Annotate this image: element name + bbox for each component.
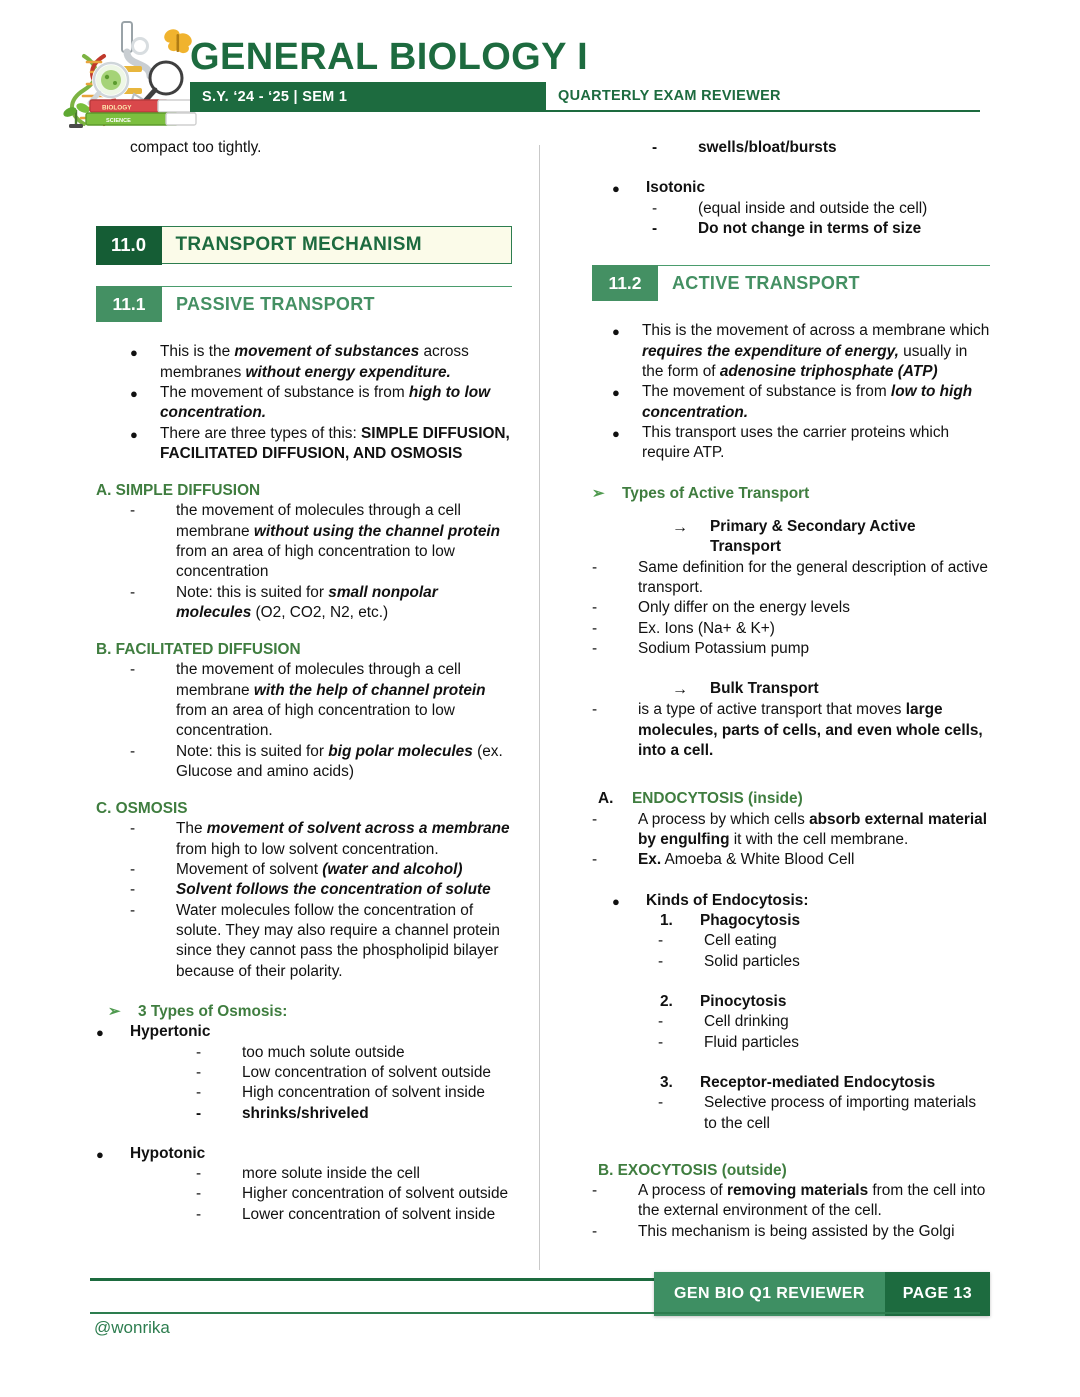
exocytosis-items <box>592 1181 990 1242</box>
document-type-label: QUARTERLY EXAM REVIEWER <box>546 82 980 112</box>
subsection-a-heading: A. SIMPLE DIFFUSION <box>96 482 261 500</box>
isotonic-sub-items <box>592 199 990 240</box>
list-item <box>96 501 512 582</box>
list-item <box>592 382 990 423</box>
bullet-dot-icon: ● <box>612 425 620 441</box>
list-number: 1. <box>660 911 673 929</box>
bullet-dot-icon: ● <box>130 345 138 361</box>
list-item-text: Solvent follows the concentration of solute <box>176 881 491 899</box>
list-item-text: Cell eating <box>704 932 777 950</box>
primary-secondary-label: Primary & Secondary Active Transport <box>710 517 916 556</box>
bullet-dot-icon: ● <box>130 426 138 442</box>
osmosis-types-label: 3 Types of Osmosis: <box>138 1002 288 1020</box>
primary-secondary-items <box>592 558 990 660</box>
hypotonic-sub-items <box>96 1164 512 1225</box>
passive-transport-bullets <box>96 342 512 464</box>
list-item <box>96 819 512 860</box>
subsection-number: 11.1 <box>96 286 162 323</box>
list-item-text: Selective process of importing materials to the cell <box>704 1094 977 1132</box>
author-handle: @wonrika <box>94 1318 170 1337</box>
dash-marker-icon: - <box>130 881 136 899</box>
kind-name: Receptor-mediated Endocytosis <box>700 1073 936 1091</box>
school-year-badge: S.Y. ‘24 - ‘25 | SEM 1 <box>190 82 546 112</box>
list-item-text: The movement of substance is from high to low concentration. <box>160 383 491 422</box>
endocytosis-label: ENDOCYTOSIS (inside) <box>632 790 803 808</box>
dash-marker-icon: - <box>130 742 136 760</box>
dash-marker-icon: - <box>592 619 598 637</box>
list-item-text: Do not change in terms of size <box>698 219 922 237</box>
kinds-label: Kinds of Endocytosis: <box>646 891 809 909</box>
dash-marker-icon: - <box>196 1165 202 1183</box>
list-item <box>592 1093 990 1134</box>
dash-marker-icon: - <box>196 1063 202 1081</box>
dash-marker-icon: - <box>658 1033 664 1051</box>
bullet-dot-icon: ● <box>612 893 620 909</box>
subsection-title: ACTIVE TRANSPORT <box>672 273 860 294</box>
numbered-item <box>592 992 990 1012</box>
list-item-text: A process by which cells absorb external material by engulfing it with the cell membrane. <box>638 810 988 848</box>
footer-page-number: PAGE 13 <box>885 1272 990 1316</box>
list-item <box>592 639 990 659</box>
hypotonic-item <box>96 1144 512 1164</box>
footer-rule <box>90 1278 690 1281</box>
list-item <box>592 1222 990 1242</box>
chevron-arrow-icon: ➢ <box>592 484 605 502</box>
bullet-dot-icon: ● <box>612 324 620 340</box>
list-item <box>96 424 512 465</box>
osmosis-types-heading <box>96 1002 512 1022</box>
list-item-text: This is the movement of across a membrane which requires the expenditure of energy, usually in the form of adenosine triphosphate (ATP) <box>642 322 990 380</box>
list-item <box>96 860 512 880</box>
list-item <box>96 583 512 624</box>
list-item <box>592 700 990 761</box>
list-item <box>592 810 990 851</box>
list-number: 2. <box>660 992 673 1010</box>
left-column <box>0 132 540 1262</box>
kind-name: Pinocytosis <box>700 992 787 1010</box>
list-item <box>592 423 990 464</box>
list-item <box>592 619 990 639</box>
dash-marker-icon: - <box>652 219 658 237</box>
bullet-dot-icon: ● <box>96 1025 104 1041</box>
list-item <box>592 199 990 219</box>
list-item-text: Solid particles <box>704 952 800 970</box>
kind-name: Phagocytosis <box>700 911 801 929</box>
numbered-item <box>592 911 990 931</box>
hypertonic-item <box>96 1022 512 1042</box>
subsection-title: PASSIVE TRANSPORT <box>176 294 375 315</box>
list-item-text: Movement of solvent (water and alcohol) <box>176 860 463 878</box>
dash-marker-icon: - <box>592 1181 598 1199</box>
list-item <box>592 952 990 972</box>
dash-marker-icon: - <box>592 639 598 657</box>
list-item-text: Lower concentration of solvent inside <box>242 1205 496 1223</box>
isotonic-label: Isotonic <box>646 179 705 197</box>
simple-diffusion-items <box>96 501 512 623</box>
list-item-text: High concentration of solvent inside <box>242 1084 485 1102</box>
dash-marker-icon: - <box>592 851 598 869</box>
dash-marker-icon: - <box>196 1104 202 1122</box>
list-item <box>96 1184 512 1204</box>
exocytosis-heading: B. EXOCYTOSIS (outside) <box>598 1161 787 1179</box>
dash-marker-icon: - <box>130 860 136 878</box>
list-item <box>592 219 990 239</box>
list-item <box>592 1033 990 1053</box>
list-item-text: the movement of molecules through a cell membrane without using the channel protein from an area of high concentration to low concentration <box>176 502 501 581</box>
dash-marker-icon: - <box>130 661 136 679</box>
hypertonic-sub-items <box>96 1043 512 1124</box>
list-number: 3. <box>660 1073 673 1091</box>
page-header <box>0 0 1080 132</box>
list-item <box>96 1043 512 1063</box>
dash-marker-icon: - <box>592 599 598 617</box>
list-item <box>592 598 990 618</box>
continued-list <box>592 132 990 158</box>
list-letter: A. <box>598 790 614 808</box>
footer-badge <box>654 1272 990 1316</box>
dash-marker-icon: - <box>658 1013 664 1031</box>
list-item <box>592 850 990 870</box>
list-item <box>592 321 990 382</box>
list-item <box>592 1012 990 1032</box>
list-item-text: shrinks/shriveled <box>242 1104 369 1122</box>
svg-text:SCIENCE: SCIENCE <box>106 118 131 124</box>
active-transport-types-heading <box>592 484 990 504</box>
right-arrow-icon: → <box>672 681 688 699</box>
hypotonic-label: Hypotonic <box>130 1144 206 1162</box>
list-item <box>96 1164 512 1184</box>
list-item-text: Note: this is suited for big polar molecules (ex. Glucose and amino acids) <box>176 742 503 780</box>
list-item-text: is a type of active transport that moves large molecules, parts of cells, and even whole cells, into a cell. <box>638 701 983 759</box>
list-item-text: too much solute outside <box>242 1043 405 1061</box>
list-item <box>96 880 512 900</box>
kinds-of-endocytosis-heading <box>592 891 990 911</box>
chevron-arrow-icon: ➢ <box>108 1002 121 1020</box>
bullet-dot-icon: ● <box>612 181 620 197</box>
types-label: Types of Active Transport <box>622 484 810 502</box>
list-item-text: more solute inside the cell <box>242 1165 420 1183</box>
dash-marker-icon: - <box>130 502 136 520</box>
endocytosis-items <box>592 810 990 871</box>
list-item-text: Same definition for the general description of active transport. <box>638 558 988 596</box>
list-item-text: (equal inside and outside the cell) <box>698 199 928 217</box>
endocytosis-heading <box>592 789 990 809</box>
hypertonic-label: Hypertonic <box>130 1023 211 1041</box>
subsection-c-heading: C. OSMOSIS <box>96 800 188 818</box>
subsection-b-heading: B. FACILITATED DIFFUSION <box>96 641 301 659</box>
list-item-text: Fluid particles <box>704 1033 799 1051</box>
dash-marker-icon: - <box>196 1084 202 1102</box>
dash-marker-icon: - <box>196 1185 202 1203</box>
footer-reviewer-label: GEN BIO Q1 REVIEWER <box>654 1272 885 1316</box>
list-item <box>96 742 512 783</box>
dash-marker-icon: - <box>196 1043 202 1061</box>
section-title: TRANSPORT MECHANISM <box>175 234 422 256</box>
dash-marker-icon: - <box>592 810 598 828</box>
list-item-text: Only differ on the energy levels <box>638 599 850 617</box>
list-item-text: Higher concentration of solvent outside <box>242 1185 509 1203</box>
facilitated-diffusion-items <box>96 660 512 782</box>
list-item <box>96 1104 512 1124</box>
dash-marker-icon: - <box>658 952 664 970</box>
list-item-text: A process of removing materials from the cell into the external environment of the cell. <box>638 1181 986 1220</box>
svg-text:BIOLOGY: BIOLOGY <box>102 104 132 112</box>
isotonic-item <box>592 178 990 198</box>
dash-marker-icon: - <box>130 901 136 919</box>
dash-marker-icon: - <box>658 932 664 950</box>
dash-marker-icon: - <box>592 558 598 576</box>
dash-marker-icon: - <box>592 1222 598 1240</box>
endocytosis-kind-3 <box>592 1073 990 1134</box>
list-item-text: There are three types of this: SIMPLE DIFFUSION, FACILITATED DIFFUSION, AND OSMOSIS <box>160 424 510 462</box>
header-subbar <box>190 82 980 112</box>
list-item-text: Ex. Ions (Na+ & K+) <box>638 619 775 637</box>
osmosis-items <box>96 819 512 982</box>
right-column <box>540 132 1080 1262</box>
list-item <box>96 1205 512 1225</box>
list-item <box>96 342 512 383</box>
list-item-text: swells/bloat/bursts <box>698 139 837 156</box>
dash-marker-icon: - <box>592 701 598 719</box>
biology-illustration-icon <box>62 14 198 132</box>
list-item-text: The movement of solvent across a membrane from high to low solvent concentration. <box>176 820 510 858</box>
bulk-transport-label: Bulk Transport <box>710 680 819 698</box>
list-item-text: This mechanism is being assisted by the Golgi <box>638 1222 955 1240</box>
list-item-text: Low concentration of solvent outside <box>242 1063 491 1081</box>
subsection-number: 11.2 <box>592 265 658 302</box>
list-item <box>96 660 512 741</box>
list-item <box>592 138 990 158</box>
section-heading-11-2 <box>592 265 990 301</box>
bulk-transport-heading <box>592 679 990 700</box>
list-item <box>592 558 990 599</box>
active-transport-bullets <box>592 321 990 463</box>
handle-rule <box>90 1312 980 1314</box>
bullet-dot-icon: ● <box>612 385 620 401</box>
list-item-text: Water molecules follow the concentration of solute. They may also require a channel protein since they cannot pass the phospholipid bilayer because of their polarity. <box>176 901 500 980</box>
dash-marker-icon: - <box>130 820 136 838</box>
section-heading-11-1 <box>96 286 512 322</box>
list-item <box>592 931 990 951</box>
list-item <box>96 1083 512 1103</box>
bullet-dot-icon: ● <box>130 385 138 401</box>
dash-marker-icon: - <box>652 199 658 217</box>
dash-marker-icon: - <box>658 1094 664 1112</box>
continued-text: compact too tightly. <box>130 139 262 156</box>
primary-secondary-heading <box>592 517 990 558</box>
bullet-dot-icon: ● <box>96 1146 104 1162</box>
list-item <box>96 1063 512 1083</box>
page-title: GENERAL BIOLOGY I <box>190 36 589 78</box>
list-item-text: Ex. Amoeba & White Blood Cell <box>638 851 855 869</box>
list-item-text: This transport uses the carrier proteins which require ATP. <box>642 423 950 462</box>
list-item-text: Sodium Potassium pump <box>638 639 810 657</box>
list-item-text: Cell drinking <box>704 1013 789 1031</box>
list-item-text: the movement of molecules through a cell membrane with the help of channel protein from an area of high concentration to low concentration. <box>176 661 486 740</box>
content-columns <box>0 132 1080 1262</box>
list-item <box>96 901 512 982</box>
list-item <box>96 383 512 424</box>
right-arrow-icon: → <box>672 518 688 536</box>
header-title-block <box>190 38 980 112</box>
dash-marker-icon: - <box>130 583 136 601</box>
dash-marker-icon: - <box>196 1205 202 1223</box>
endocytosis-kind-1 <box>592 911 990 972</box>
dash-marker-icon: - <box>652 139 658 156</box>
numbered-item <box>592 1073 990 1093</box>
endocytosis-kind-2 <box>592 992 990 1053</box>
list-item-text: Note: this is suited for small nonpolar molecules (O2, CO2, N2, etc.) <box>176 583 438 621</box>
list-item-text: The movement of substance is from low to high concentration. <box>642 383 973 421</box>
list-item-text: This is the movement of substances across membranes without energy expenditure. <box>160 343 469 381</box>
list-item <box>592 1181 990 1222</box>
section-heading-11-0 <box>96 226 512 264</box>
section-number: 11.0 <box>96 226 162 265</box>
